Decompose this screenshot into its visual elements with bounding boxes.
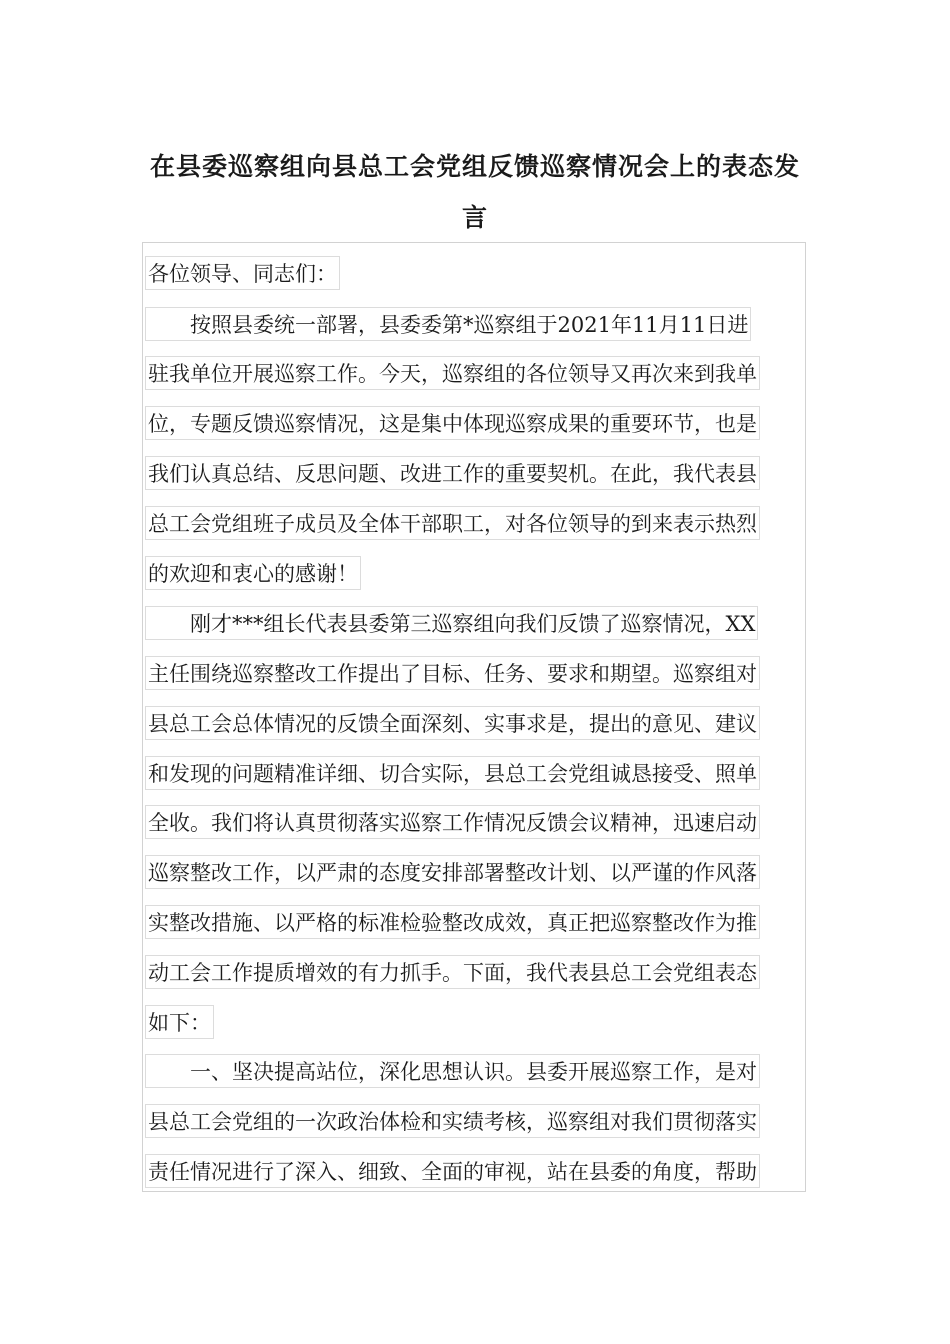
text-line: 全收。我们将认真贯彻落实巡察工作情况反馈会议精神，迅速启动: [145, 805, 760, 839]
text-line: 位，专题反馈巡察情况，这是集中体现巡察成果的重要环节，也是: [145, 406, 760, 440]
text-line: 刚才***组长代表县委第三巡察组向我们反馈了巡察情况，XX: [145, 606, 758, 640]
text-line: 如下：: [145, 1005, 214, 1039]
text-line: 一、坚决提高站位，深化思想认识。县委开展巡察工作，是对: [145, 1054, 760, 1088]
text-line: 实整改措施、以严格的标准检验整改成效，真正把巡察整改作为推: [145, 905, 760, 939]
text-line: 各位领导、同志们：: [145, 256, 340, 290]
text-line: 巡察整改工作，以严肃的态度安排部署整改计划、以严谨的作风落: [145, 855, 760, 889]
text-line: 责任情况进行了深入、细致、全面的审视，站在县委的角度，帮助: [145, 1154, 760, 1188]
text-line: 的欢迎和衷心的感谢！: [145, 556, 361, 590]
text-line: 驻我单位开展巡察工作。今天，巡察组的各位领导又再次来到我单: [145, 356, 760, 390]
text-line: 按照县委统一部署，县委委第*巡察组于2021年11月11日进: [145, 307, 751, 341]
text-line: 总工会党组班子成员及全体干部职工，对各位领导的到来表示热烈: [145, 506, 760, 540]
text-line: 主任围绕巡察整改工作提出了目标、任务、要求和期望。巡察组对: [145, 656, 760, 690]
text-line: 县总工会党组的一次政治体检和实绩考核，巡察组对我们贯彻落实: [145, 1104, 760, 1138]
document-title-line-2: 言: [461, 203, 488, 232]
text-line: 和发现的问题精准详细、切合实际，县总工会党组诚恳接受、照单: [145, 756, 760, 790]
document-title-line-1: 在县委巡察组向县总工会党组反馈巡察情况会上的表态发: [149, 152, 800, 181]
text-line: 我们认真总结、反思问题、改进工作的重要契机。在此，我代表县: [145, 456, 760, 490]
text-line: 县总工会总体情况的反馈全面深刻、实事求是，提出的意见、建议: [145, 706, 760, 740]
text-line: 动工会工作提质增效的有力抓手。下面，我代表县总工会党组表态: [145, 955, 760, 989]
